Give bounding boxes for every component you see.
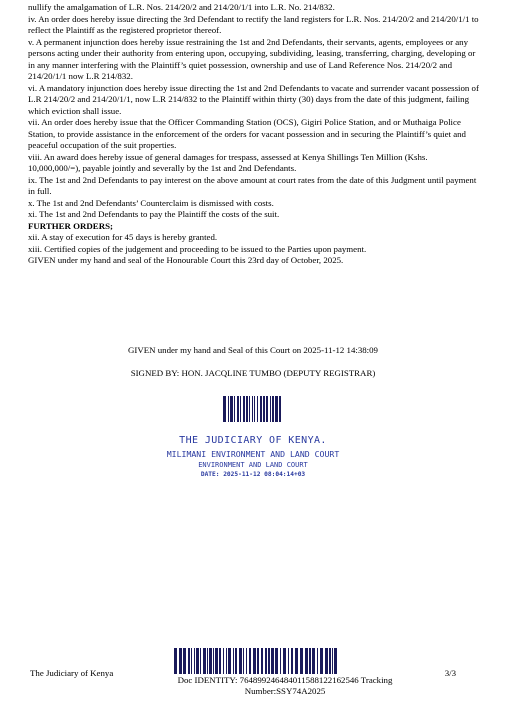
barcode-bar [283,648,286,674]
barcode-bar [272,396,274,422]
judgment-orders-text [28,2,480,267]
barcode-bar [243,648,244,674]
order-paragraph: vii. An order does hereby issue that the Officer Commanding Station (OCS), Gigiri Police Station, and or Muthaiga Police Station, to provide assistance in the enforcement of the orders for vacant possession and in securing the Plaintiff’s quiet and peaceful occupation of the suit properties. [28,117,466,150]
barcode-bar [300,648,303,674]
order-paragraph: ix. The 1st and 2nd Defendants to pay interest on the above amount at court rates from the date of this Judgment until payment in full. [28,174,477,196]
barcode-bar [240,396,241,422]
tracking-number-text: Number:SSY74A2025 [244,685,326,696]
barcode-bar [257,396,258,422]
footer-judiciary-label: The Judiciary of Kenya [30,668,114,678]
barcode-bar [188,648,190,674]
barcode-bar [270,396,271,422]
barcode-bar [332,648,333,674]
barcode-bar [183,648,186,674]
barcode-bar [239,648,242,674]
document-barcode [174,648,340,674]
barcode-bar [295,648,298,674]
barcode-bar [257,648,259,674]
doc-identity-text: Doc IDENTITY: 764899246484011588122162546 Tracking [177,675,393,685]
barcode-bar [228,648,231,674]
barcode-bar [305,648,308,674]
barcode-bar [230,396,233,422]
barcode-bar [325,648,328,674]
barcode-bar [191,648,192,674]
footer-page-number: 3/3 [444,668,456,678]
barcode-bar [179,648,182,674]
barcode-bar [223,648,224,674]
barcode-bar [233,648,234,674]
barcode-bar [253,648,256,674]
stamp-division: ENVIRONMENT AND LAND COURT [198,461,308,469]
order-paragraph: vi. A mandatory injunction does hereby issue directing the 1st and 2nd Defendants to vacate and surrender vacant possession of L.R 214/20/2 and 214/20/1/1, now L.R 214/832 to the Plaintiff within thirty (30) days from the date of this judgment, failing which eviction shall issue. [28,82,479,116]
barcode-bar [252,396,253,422]
barcode-bar [254,396,255,422]
barcode-bar [271,648,274,674]
barcode-bar [234,396,236,422]
barcode-bar [174,648,177,674]
barcode-bar [291,648,293,674]
barcode-bar [279,396,281,422]
barcode-bar [235,648,237,674]
order-paragraph: xi. The 1st and 2nd Defendants to pay the Plaintiff the costs of the suit. [28,209,280,219]
order-paragraph: GIVEN under my hand and seal of the Honourable Court this 23rd day of October, 2025. [28,255,344,265]
barcode-bar [288,648,289,674]
barcode-bar [275,648,278,674]
barcode-bar [246,648,247,674]
barcode-bar [312,648,315,674]
order-paragraph: nullify the amalgamation of L.R. Nos. 214/20/2 and 214/20/1/1 into L.R. No. 214/832. [28,2,335,12]
order-paragraph: viii. An award does hereby issue of general damages for trespass, assessed at Kenya Shillings Ten Million (Kshs. 10,000,000/=), payable jointly and severally by the 1st and 2nd Defendants. [28,151,428,173]
signature-barcode [223,396,283,422]
barcode-bar [249,396,250,422]
barcode-bar [228,396,229,422]
barcode-bar [223,396,226,422]
order-paragraph: xiii. Certified copies of the judgement and proceeding to be issued to the Parties upon payment. [28,243,367,254]
order-paragraph: v. A permanent injunction does hereby issue restraining the 1st and 2nd Defendants, their servants, agents, employees or any persons acting under their authority from entering upon, occupying, subdividing, leasing, transferring, charging, developing or in any manner interfering with the Plaintiff’s quiet possession, ownership and use of Land Reference Nos. 214/20/2 and 214/20/1/1 now L.R 214/832. [28,36,476,81]
stamp-court-name: MILIMANI ENVIRONMENT AND LAND COURT [166,449,340,459]
barcode-bar [237,396,239,422]
barcode-bar [263,396,265,422]
stamp-judiciary-title: THE JUDICIARY OF KENYA. [179,435,327,446]
footer-doc-identity [150,675,420,696]
given-date-line: GIVEN under my hand and Seal of this Court on 2025-11-12 14:38:09 [128,345,378,355]
barcode-bar [243,396,245,422]
barcode-bar [209,648,212,674]
barcode-bar [317,648,318,674]
barcode-bar [194,648,195,674]
order-paragraph: iv. An order does hereby issue directing the 3rd Defendant to rectify the land registers for L.R. Nos. 214/20/2 and 214/20/1/1 to reflect the Plaintiff as the registered proprietor thereof. [28,13,479,35]
order-paragraph: xii. A stay of execution for 45 days is hereby granted. [28,232,218,242]
barcode-bar [261,648,263,674]
barcode-bar [219,648,221,674]
barcode-bar [207,648,208,674]
barcode-bar [213,648,214,674]
barcode-bar [196,648,199,674]
barcode-bar [275,396,278,422]
order-paragraph: x. The 1st and 2nd Defendants’ Counterclaim is dismissed with costs. [28,197,274,208]
barcode-bar [309,648,311,674]
barcode-bar [329,648,331,674]
barcode-bar [268,648,270,674]
barcode-bar [260,396,262,422]
barcode-bar [215,648,218,674]
barcode-bar [200,648,201,674]
barcode-bar [266,396,269,422]
barcode-bar [249,648,251,674]
barcode-bar [265,648,267,674]
barcode-bar [203,648,206,674]
signed-by-line: SIGNED BY: HON. JACQLINE TUMBO (DEPUTY REGISTRAR) [130,368,376,378]
barcode-bar [280,648,281,674]
barcode-bar [246,396,248,422]
barcode-bar [334,648,337,674]
order-paragraph: FURTHER ORDERS; [28,220,113,231]
barcode-bar [320,648,323,674]
barcode-bar [226,648,227,674]
stamp-date: DATE: 2025-11-12 08:04:14+03 [200,471,306,478]
